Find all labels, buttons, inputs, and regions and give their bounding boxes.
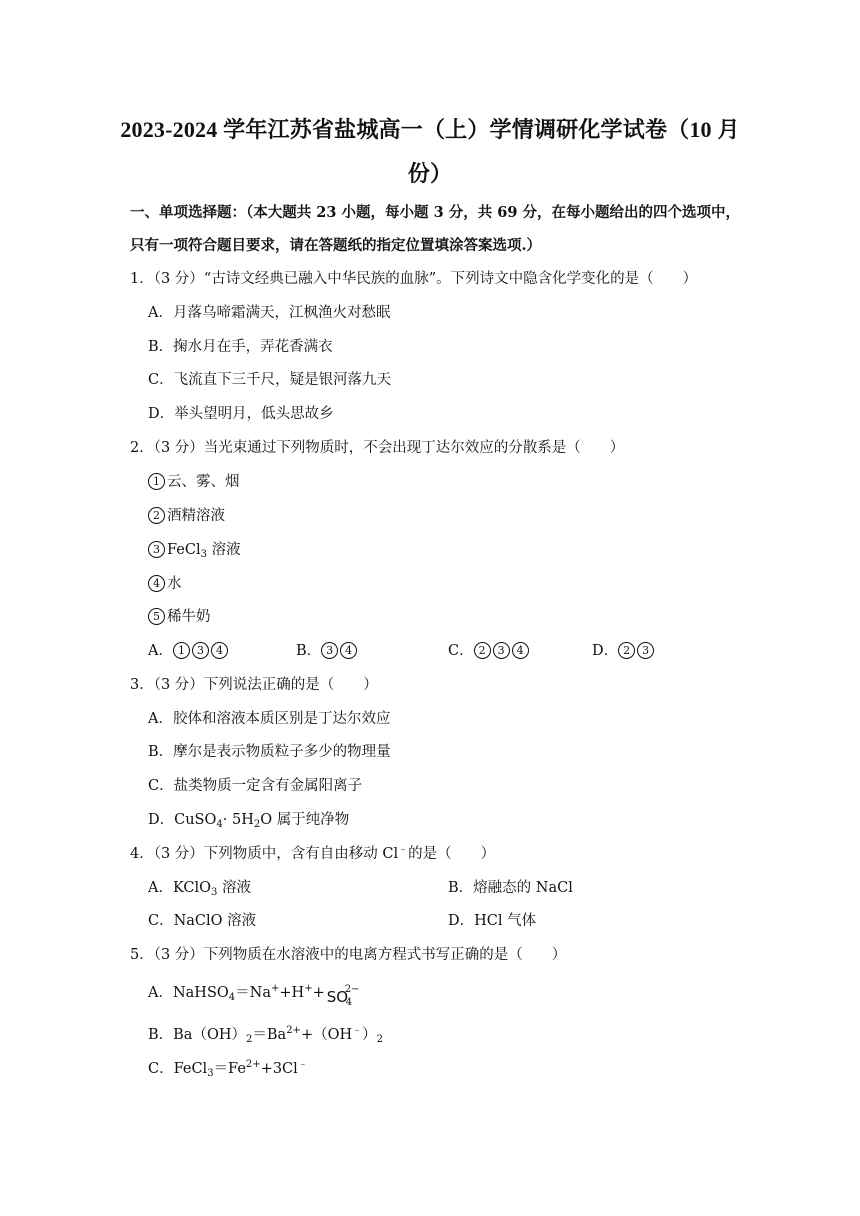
circled-number: 3 bbox=[192, 642, 209, 659]
option-label: A． bbox=[148, 643, 173, 659]
subscript: 2 bbox=[376, 1034, 383, 1045]
superscript: + bbox=[271, 983, 280, 994]
circled-number-4: 4 bbox=[148, 575, 165, 592]
formula-text: B．Ba（OH） bbox=[148, 1027, 246, 1043]
superscript: + bbox=[304, 983, 313, 994]
formula-text: ＝Na bbox=[235, 985, 271, 1001]
formula-text: + bbox=[312, 985, 325, 1001]
formula-text: A．NaHSO bbox=[148, 985, 229, 1001]
circled-number-3: 3 bbox=[148, 541, 165, 558]
formula-text: +3Cl bbox=[260, 1061, 298, 1077]
item-text-tail: 溶液 bbox=[206, 542, 241, 558]
sulfate-subscript: 4 bbox=[345, 997, 353, 1008]
formula-text: O 属于纯净物 bbox=[260, 812, 350, 828]
option-label: C． bbox=[448, 643, 474, 659]
circled-number: 3 bbox=[637, 642, 654, 659]
superscript: ﹣ bbox=[297, 1059, 308, 1070]
item-text: FeCl bbox=[167, 542, 201, 558]
question-2-item-3 bbox=[148, 539, 241, 561]
section-heading-line-1: 一、单项选择题：（本大题共 23 小题，每小题 3 分，共 69 分，在每小题给出的四个选项中， bbox=[130, 204, 740, 221]
subscript: 3 bbox=[200, 549, 207, 560]
question-2-item-1 bbox=[148, 471, 240, 493]
section-heading-line-2: 只有一项符合题目要求，请在答题纸的指定位置填涂答案选项.） bbox=[130, 237, 542, 254]
question-5-option-a bbox=[148, 982, 360, 1008]
question-2-option-b bbox=[296, 640, 359, 662]
circled-number-5: 5 bbox=[148, 608, 165, 625]
item-text: 水 bbox=[167, 576, 182, 592]
item-text: 云、雾、烟 bbox=[167, 474, 240, 490]
sulfate-ion-formula bbox=[326, 983, 360, 1008]
circled-number: 1 bbox=[173, 642, 190, 659]
sulfate-symbol: SO bbox=[326, 988, 349, 1006]
option-label: D． bbox=[592, 643, 619, 659]
formula-text: A．KClO bbox=[148, 880, 212, 896]
question-3-option-c: C．盐类物质一定含有金属阳离子 bbox=[148, 778, 363, 794]
superscript: ﹣ bbox=[352, 1025, 363, 1036]
exam-title-line-2: 份） bbox=[407, 161, 453, 186]
formula-text: C．FeCl bbox=[148, 1061, 208, 1077]
question-1-option-c: C．飞流直下三千尺，疑是银河落九天 bbox=[148, 372, 392, 388]
superscript: ﹣ bbox=[398, 844, 409, 855]
question-3-option-a: A．胶体和溶液本质区别是丁达尔效应 bbox=[148, 711, 391, 727]
stem-text: 的是（ ） bbox=[408, 846, 496, 862]
circled-number-2: 2 bbox=[148, 507, 165, 524]
circled-number: 3 bbox=[321, 642, 338, 659]
exam-title-line-1: 2023-2024 学年江苏省盐城高一（上）学情调研化学试卷（10 月 bbox=[120, 117, 740, 142]
formula-text: ＝Fe bbox=[213, 1061, 246, 1077]
subscript: 2 bbox=[246, 1034, 253, 1045]
question-5-stem: 5．（3 分）下列物质在水溶液中的电离方程式书写正确的是（ ） bbox=[130, 947, 567, 963]
question-1-option-d: D．举头望明月，低头思故乡 bbox=[148, 406, 334, 422]
question-2-stem: 2．（3 分）当光束通过下列物质时，不会出现丁达尔效应的分散系是（ ） bbox=[130, 440, 625, 456]
formula-text: ） bbox=[362, 1027, 377, 1043]
question-3-stem: 3．（3 分）下列说法正确的是（ ） bbox=[130, 677, 378, 693]
question-5-option-c bbox=[148, 1058, 308, 1080]
subscript: 2 bbox=[253, 819, 261, 830]
question-3-option-b: B．摩尔是表示物质粒子多少的物理量 bbox=[148, 744, 391, 760]
question-4-option-a bbox=[148, 877, 251, 899]
question-1-option-b: B．掬水月在手，弄花香满衣 bbox=[148, 339, 333, 355]
formula-text: · 5H bbox=[222, 812, 254, 828]
question-1-stem: 1．（3 分）“古诗文经典已融入中华民族的血脉”。下列诗文中隐含化学变化的是（ ） bbox=[130, 271, 698, 287]
subscript: 4 bbox=[216, 819, 223, 830]
question-4-option-b: B．熔融态的 NaCl bbox=[448, 880, 573, 896]
formula-text: +H bbox=[279, 985, 305, 1001]
superscript: 2+ bbox=[286, 1025, 301, 1036]
circled-number: 2 bbox=[618, 642, 635, 659]
formula-text: 溶液 bbox=[217, 880, 252, 896]
question-4-option-d: D．HCl 气体 bbox=[448, 913, 537, 929]
question-1-option-a: A．月落乌啼霜满天，江枫渔火对愁眠 bbox=[148, 305, 391, 321]
subscript: 3 bbox=[211, 887, 218, 898]
question-5-option-b bbox=[148, 1024, 383, 1046]
circled-number: 4 bbox=[211, 642, 228, 659]
question-2-option-a bbox=[148, 640, 230, 662]
question-2-item-4 bbox=[148, 573, 182, 595]
item-text: 稀牛奶 bbox=[167, 609, 211, 625]
question-2-item-2 bbox=[148, 505, 225, 527]
circled-number: 4 bbox=[340, 642, 357, 659]
subscript: 4 bbox=[228, 992, 236, 1003]
question-4-stem bbox=[130, 843, 495, 865]
option-label: B． bbox=[296, 643, 322, 659]
formula-text: ＝Ba bbox=[252, 1027, 287, 1043]
question-4-option-c: C．NaClO 溶液 bbox=[148, 913, 257, 929]
question-2-option-d bbox=[592, 640, 656, 662]
circled-number: 3 bbox=[493, 642, 510, 659]
circled-number: 4 bbox=[512, 642, 529, 659]
superscript: 2+ bbox=[245, 1059, 261, 1070]
item-text: 酒精溶液 bbox=[167, 508, 225, 524]
stem-text: 4．（3 分）下列物质中，含有自由移动 Cl bbox=[130, 846, 399, 862]
sulfate-charge: 2− bbox=[344, 984, 360, 995]
formula-text: +（OH bbox=[300, 1027, 353, 1043]
subscript: 3 bbox=[207, 1068, 214, 1079]
question-2-option-c bbox=[448, 640, 531, 662]
question-3-option-d bbox=[148, 809, 349, 831]
circled-number-1: 1 bbox=[148, 473, 165, 490]
question-2-item-5 bbox=[148, 606, 211, 628]
circled-number: 2 bbox=[474, 642, 491, 659]
formula-text: D．CuSO bbox=[148, 812, 217, 828]
